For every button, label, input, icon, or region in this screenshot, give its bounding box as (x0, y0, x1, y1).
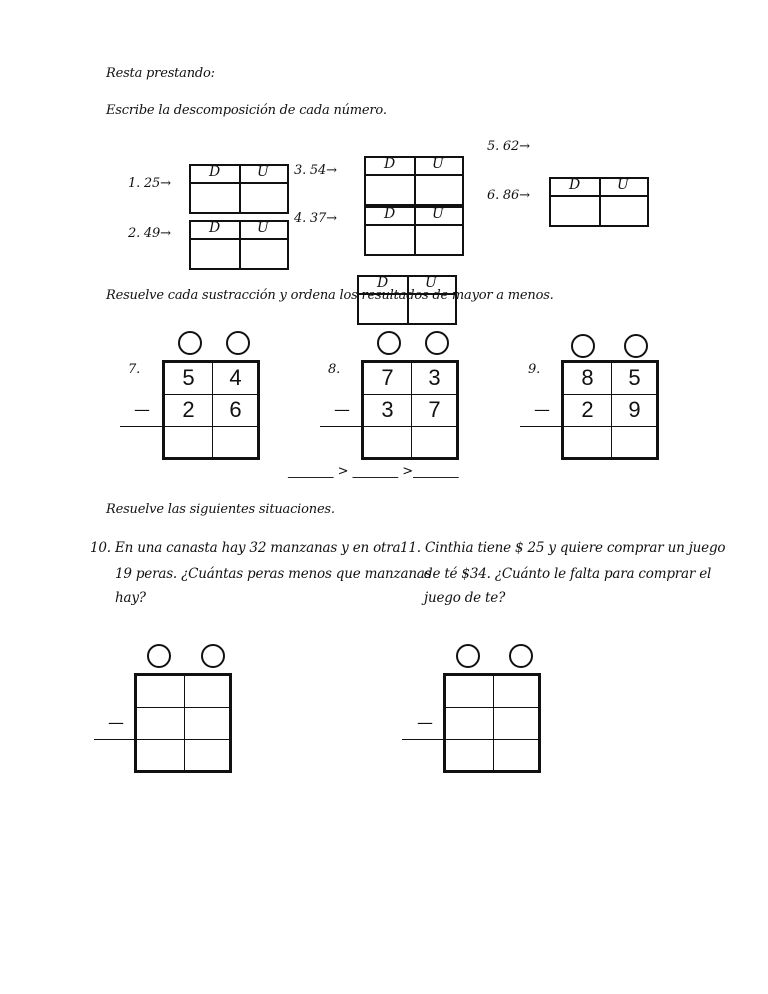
borrow-circle[interactable] (201, 644, 225, 668)
page-title: Resta prestando: (106, 66, 215, 81)
borrow-circle[interactable] (178, 331, 202, 355)
du-box-3[interactable] (364, 156, 464, 206)
minus-sign: — (108, 713, 124, 732)
problem-10-line3: hay? (115, 590, 146, 606)
problem-7-number: 7. (128, 362, 141, 377)
borrow-circle[interactable] (624, 334, 648, 358)
d-label: D (209, 220, 221, 236)
item-5-label: 5. 62→ (487, 139, 530, 154)
borrow-circle[interactable] (456, 644, 480, 668)
u-label: U (617, 177, 629, 193)
digit: 6 (229, 397, 242, 422)
digit: 3 (381, 397, 394, 422)
borrow-circle[interactable] (147, 644, 171, 668)
result-line (320, 426, 361, 427)
digit: 2 (581, 397, 594, 422)
u-label: U (257, 164, 269, 180)
du-box-6[interactable] (549, 177, 649, 227)
du-box-4[interactable] (364, 206, 464, 256)
u-label: U (432, 206, 444, 222)
d-label: D (377, 275, 389, 291)
borrow-circle[interactable] (226, 331, 250, 355)
result-line (120, 426, 162, 427)
digit: 3 (428, 365, 441, 390)
borrow-circle[interactable] (425, 331, 449, 355)
u-label: U (432, 156, 444, 172)
d-label: D (384, 206, 396, 222)
u-label: U (425, 275, 437, 291)
instruction-subtraction: Resuelve cada sustracción y ordena los resultados de mayor a menos. (106, 288, 554, 303)
digit: 9 (628, 397, 641, 422)
problem-9-number: 9. (528, 362, 541, 377)
subtraction-grid-9[interactable] (561, 360, 659, 460)
instruction-situations: Resuelve las siguientes situaciones. (106, 502, 335, 517)
problem-8-number: 8. (328, 362, 341, 377)
digit: 4 (229, 365, 242, 390)
digit: 7 (381, 365, 394, 390)
problem-11-line2: de té $34. ¿Cuánto le falta para comprar el (424, 566, 712, 582)
borrow-circle[interactable] (377, 331, 401, 355)
du-box-1[interactable] (189, 164, 289, 214)
item-3-label: 3. 54→ (294, 163, 337, 178)
digit: 5 (182, 365, 195, 390)
d-label: D (569, 177, 581, 193)
result-line (402, 739, 443, 740)
ordering-answer-line[interactable]: _______ > _______ >_______ (288, 464, 459, 479)
item-1-label: 1. 25→ (128, 176, 171, 191)
subtraction-grid-7[interactable] (162, 360, 260, 460)
minus-sign: — (417, 713, 433, 732)
result-line (94, 739, 134, 740)
item-4-label: 4. 37→ (294, 211, 337, 226)
subtraction-grid-8[interactable] (361, 360, 459, 460)
result-line (520, 426, 561, 427)
subtraction-grid-11[interactable] (443, 673, 541, 773)
digit: 5 (628, 365, 641, 390)
digit: 7 (428, 397, 441, 422)
item-2-label: 2. 49→ (128, 226, 171, 241)
borrow-circle[interactable] (509, 644, 533, 668)
d-label: D (209, 164, 221, 180)
borrow-circle[interactable] (571, 334, 595, 358)
u-label: U (257, 220, 269, 236)
digit: 2 (182, 397, 195, 422)
d-label: D (384, 156, 396, 172)
problem-11-line3: juego de te? (424, 590, 506, 606)
minus-sign: — (534, 400, 550, 419)
minus-sign: — (134, 400, 150, 419)
item-6-label: 6. 86→ (487, 188, 530, 203)
problem-10-line2: 19 peras. ¿Cuántas peras menos que manzanas (115, 566, 432, 582)
du-box-2[interactable] (189, 220, 289, 270)
digit: 8 (581, 365, 594, 390)
problem-11-line1: 11. Cinthia tiene $ 25 y quiere comprar un juego (400, 540, 726, 556)
problem-10-line1: 10. En una canasta hay 32 manzanas y en otra (90, 540, 401, 556)
subtraction-grid-10[interactable] (134, 673, 232, 773)
instruction-decomposition: Escribe la descomposición de cada número. (106, 103, 387, 118)
minus-sign: — (334, 400, 350, 419)
